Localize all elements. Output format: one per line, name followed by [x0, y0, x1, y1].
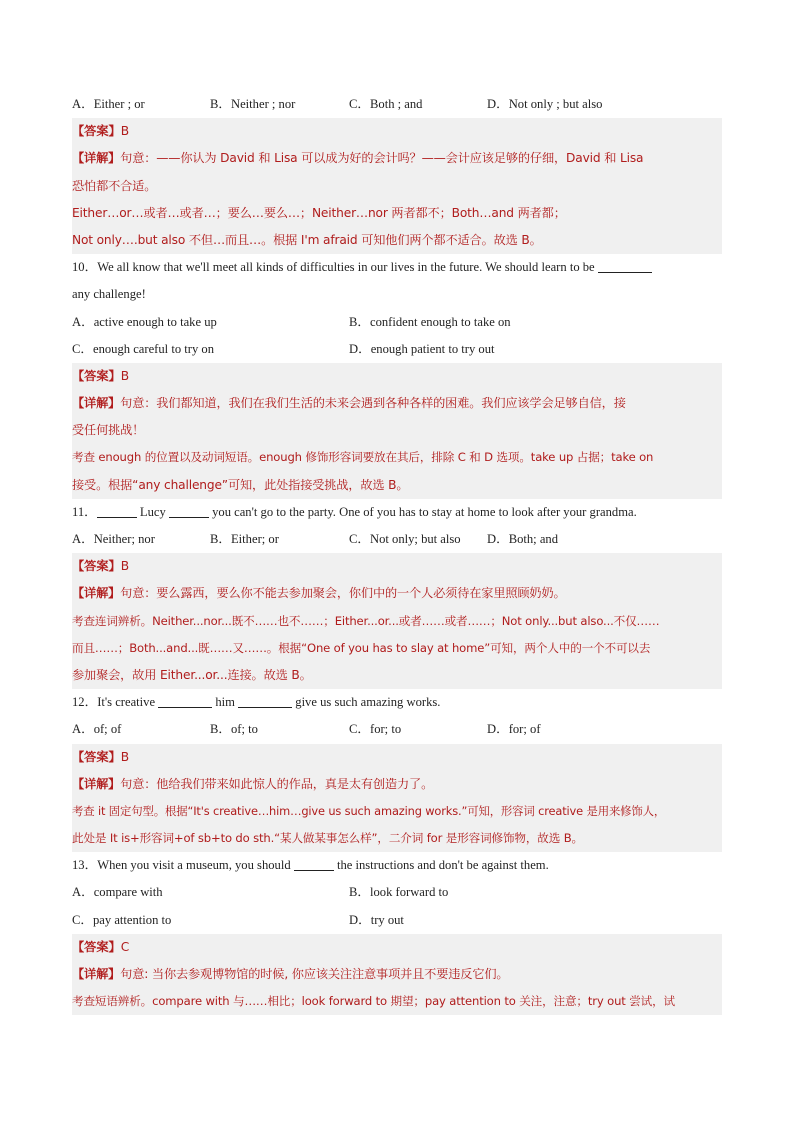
- q10-answer-value: B: [120, 368, 130, 383]
- q13-option-d: D．try out: [349, 912, 404, 927]
- q12-detail-line-1: 【详解】句意：他给我们带来如此惊人的作品，真是太有创造力了。: [72, 771, 722, 798]
- q10-options-1: [72, 309, 722, 336]
- q10-option-c: C．enough careful to try on: [72, 341, 214, 356]
- q12-answer: 【答案】B: [72, 744, 722, 771]
- q13-stem: 13．When you visit a museum, you should the instructions and don't be against them.: [72, 858, 549, 873]
- q10-blank: [598, 258, 652, 273]
- q11-detail-line-3: 而且……；Both...and...既……又……。根据“One of you has to slay at home”可知，两个人中的一个不可以去: [72, 635, 722, 662]
- q12-options: [72, 716, 722, 743]
- q9-options: [72, 91, 722, 118]
- q12-option-d: D．for; of: [487, 722, 541, 737]
- q13-answer: 【答案】C: [72, 934, 722, 961]
- q9-detail-line-4: Not only….but also 不但…而且…。根据 I'm afraid 可知他们两个都不适合。故选 B。: [72, 227, 722, 254]
- q13-detail-line-2: 考查短语辨析。compare with 与……相比；look forward to 期望；pay attention to 关注，注意；try out 尝试，试: [72, 988, 722, 1015]
- q13-blank: [294, 856, 334, 871]
- q9-answer-value: B: [120, 124, 130, 139]
- q11-detail-line-4: 参加聚会，故用 Either...or...连接。故选 B。: [72, 662, 722, 689]
- q11-options: [72, 526, 722, 553]
- q12-answer-value: B: [120, 749, 130, 764]
- q10-option-b: B．confident enough to take on: [349, 314, 511, 329]
- q10-option-a: A．active enough to take up: [72, 314, 217, 329]
- q10-options-2: [72, 336, 722, 363]
- q9-option-d: D．Not only ; but also: [487, 97, 603, 111]
- q12-option-b: B．of; to: [210, 722, 258, 737]
- q12-option-a: A．of; of: [72, 722, 122, 737]
- q13-options-1: [72, 879, 722, 906]
- q10-stem: 10．We all know that we'll meet all kinds of difficulties in our lives in the future. We should learn to be: [72, 254, 722, 281]
- q13-option-b: B．look forward to: [349, 885, 449, 900]
- q13-option-a: A．compare with: [72, 885, 163, 900]
- q11-option-d: D．Both; and: [487, 532, 559, 546]
- q12-stem: 12．It's creative him give us such amazing works.: [72, 695, 441, 710]
- q12-option-c: C．for; to: [349, 722, 402, 737]
- q10-answer: 【答案】B: [72, 363, 722, 390]
- q11-option-c: C．Not only; but also: [349, 532, 461, 546]
- q10-detail-line-4: 接受。根据“any challenge”可知，此处指接受挑战，故选 B。: [72, 472, 722, 499]
- q13-detail-line-1: 【详解】句意: 当你去参观博物馆的时候, 你应该关注注意事项并且不要违反它们。: [72, 961, 722, 988]
- q13-answer-value: C: [120, 939, 130, 954]
- q11-blank-2: [169, 503, 209, 518]
- q12-blank-2: [238, 693, 292, 708]
- q11-option-a: A．Neither; nor: [72, 532, 155, 546]
- q11-answer-value: B: [120, 559, 130, 574]
- q11-stem: 11． Lucy you can't go to the party. One of you has to stay at home to look after your grandma.: [72, 504, 637, 519]
- q10-stem-2: any challenge!: [72, 287, 146, 302]
- q10-detail-line-1: 【详解】句意：我们都知道，我们在我们生活的未来会遇到各种各样的困难。我们应该学会足够自信，接: [72, 390, 722, 417]
- content: [72, 91, 722, 1015]
- q12-detail-line-3: 此处是 It is+形容词+of sb+to do sth.“某人做某事怎么样”，二介词 for 是形容词修饰物，故选 B。: [72, 825, 722, 852]
- q10-detail-line-3: 考查 enough 的位置以及动词短语。enough 修饰形容词要放在其后，排除 C 和 D 选项。take up 占据；take on: [72, 444, 722, 471]
- q12-detail-line-2: 考查 it 固定句型。根据“It's creative…him…give us such amazing works.”可知，形容词 creative 是用来修饰人，: [72, 798, 722, 825]
- q9-detail-line-1: 【详解】句意：——你认为 David 和 Lisa 可以成为好的会计吗？——会计应该足够的仔细，David 和 Lisa: [72, 145, 722, 172]
- q11-detail-line-1: 【详解】句意：要么露西，要么你不能去参加聚会，你们中的一个人必须待在家里照顾奶奶。: [72, 580, 722, 607]
- q11-option-b: B．Either; or: [210, 532, 279, 546]
- q13-option-c: C．pay attention to: [72, 912, 172, 927]
- q10-detail-line-2: 受任何挑战！: [72, 417, 722, 444]
- q9-option-a: A．Either ; or: [72, 97, 145, 111]
- q10-option-d: D．enough patient to try out: [349, 341, 495, 356]
- q9-detail-line-2: 恐怕都不合适。: [72, 173, 722, 200]
- q13-options-2: [72, 907, 722, 934]
- q11-detail-line-2: 考查连词辨析。Neither...nor...既不……也不……；Either...or...或者……或者……；Not only...but also...不仅……: [72, 608, 722, 635]
- q9-detail-line-3: Either…or…或者…或者…；要么…要么…；Neither…nor 两者都不；Both…and 两者都；: [72, 200, 722, 227]
- q11-answer: 【答案】B: [72, 553, 722, 580]
- q9-option-c: C．Both ; and: [349, 97, 423, 111]
- q12-blank-1: [158, 693, 212, 708]
- q11-blank-1: [97, 503, 137, 518]
- q9-option-b: B．Neither ; nor: [210, 97, 296, 111]
- q9-answer: 【答案】B: [72, 118, 722, 145]
